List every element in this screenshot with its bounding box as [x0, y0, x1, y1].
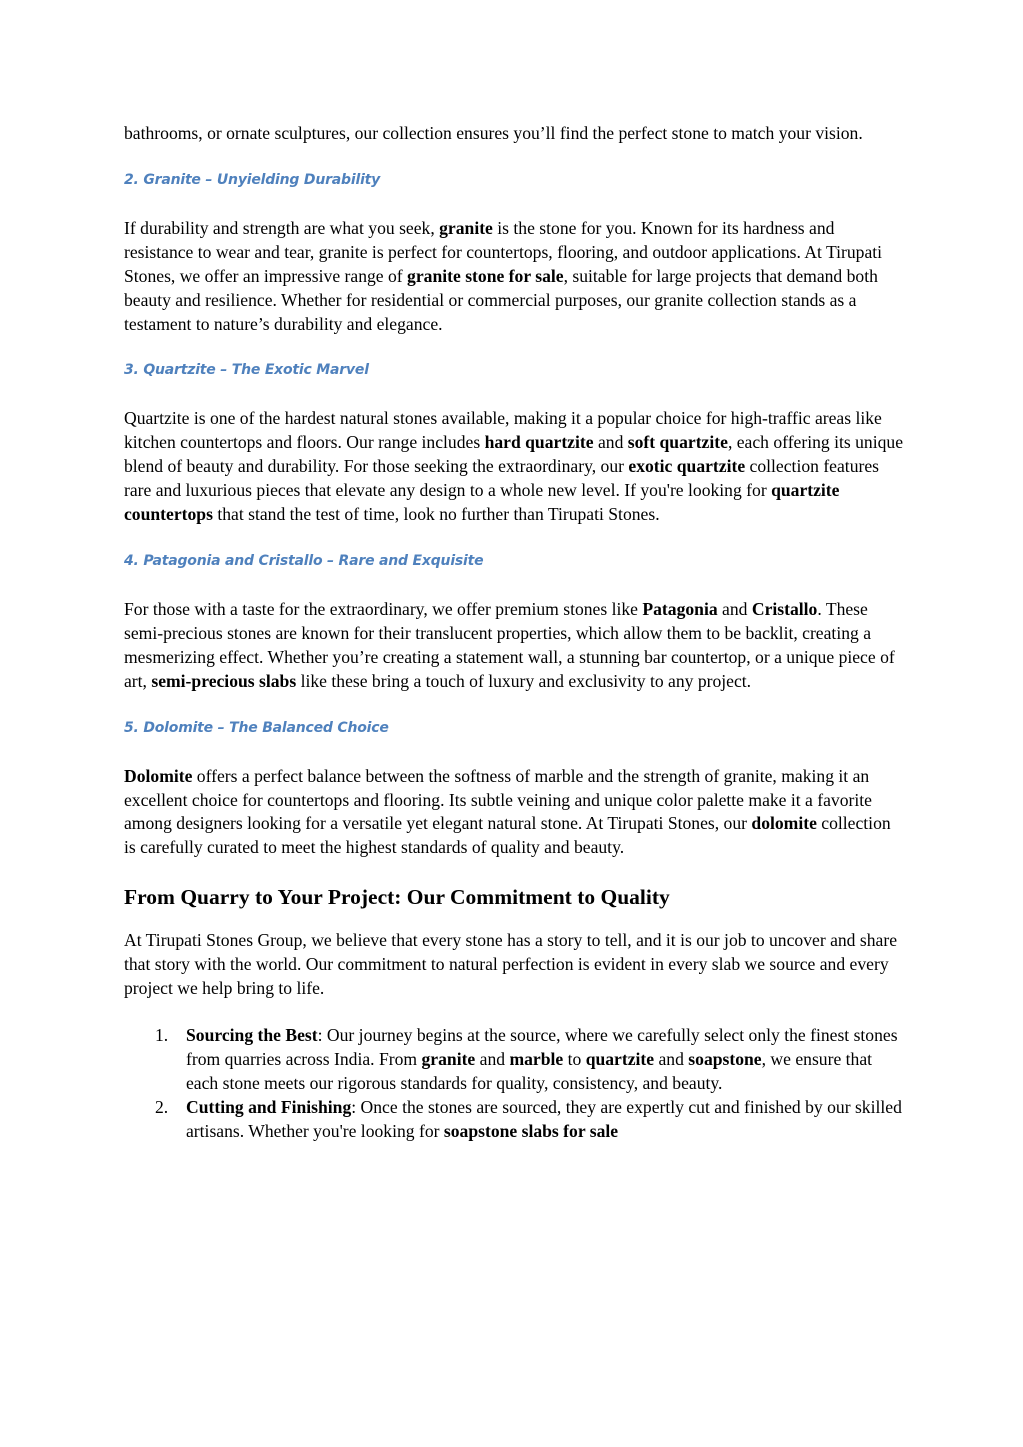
- section-heading-dolomite: 5. Dolomite – The Balanced Choice: [124, 719, 389, 736]
- text-run: . These semi-precious stones are known for their translucent properties, which allow them to be backlit, creating a mesmerizing effect. Whether you’re creating a statement wall, a stunning bar countertop, or a unique piece of art,: [124, 598, 895, 691]
- text-run: and: [717, 598, 752, 619]
- bold-term: hard quartzite: [484, 432, 594, 453]
- list-item: [124, 1024, 904, 1096]
- bold-term: semi-precious slabs: [151, 670, 297, 691]
- text-run: and: [593, 432, 628, 453]
- section-paragraph-granite: [124, 217, 904, 337]
- bold-term: Cristallo: [751, 598, 818, 619]
- text-run: , each offering its unique blend of beauty and durability. For those seeking the extraordinary, our: [124, 432, 904, 477]
- section-heading-quartzite: 3. Quartzite – The Exotic Marvel: [124, 362, 369, 379]
- text-run: and: [654, 1048, 689, 1069]
- text-run: collection is carefully curated to meet the highest standards of quality and beauty.: [124, 813, 891, 858]
- section-heading-granite: 2. Granite – Unyielding Durability: [124, 171, 381, 188]
- bold-term: Cutting and Finishing: [186, 1096, 352, 1117]
- commitment-steps-list: [124, 1024, 904, 1144]
- text-run: is the stone for you. Known for its hardness and resistance to wear and tear, granite is perfect for countertops, flooring, and outdoor applications. At Tirupati Stones, we offer an impressive range of: [124, 217, 883, 286]
- section-paragraph-quartzite: [124, 407, 904, 527]
- text-run: For those with a taste for the extraordinary, we offer premium stones like: [124, 598, 643, 619]
- bold-term: soft quartzite: [627, 432, 728, 453]
- text-run: to: [563, 1048, 586, 1069]
- commitment-heading: From Quarry to Your Project: Our Commitment to Quality: [124, 885, 670, 910]
- bold-term: Dolomite: [124, 765, 193, 786]
- section-paragraph-dolomite: [124, 765, 904, 861]
- commitment-intro: At Tirupati Stones Group, we believe that every stone has a story to tell, and it is our job to uncover and share that story with the world. Our commitment to natural perfection is evident in every slab we source and every project we help bring to life.: [124, 930, 897, 999]
- text-run: : Once the stones are sourced, they are expertly cut and finished by our skilled artisans. Whether you're looking for: [186, 1096, 902, 1141]
- text-run: and: [475, 1048, 510, 1069]
- bold-term: soapstone slabs for sale: [443, 1120, 619, 1141]
- bold-term: granite stone for sale: [407, 265, 564, 286]
- text-run: Quartzite is one of the hardest natural stones available, making it a popular choice for high-traffic areas like kitchen countertops and floors. Our range includes: [124, 408, 882, 453]
- document-body: [124, 122, 904, 1143]
- bold-term: Patagonia: [642, 598, 718, 619]
- bold-term: soapstone: [688, 1048, 762, 1069]
- bold-term: quartzite countertops: [124, 480, 840, 525]
- bold-term: dolomite: [751, 813, 817, 834]
- bold-term: granite: [439, 217, 493, 238]
- text-run: like these bring a touch of luxury and exclusivity to any project.: [296, 670, 752, 691]
- text-run: , we ensure that each stone meets our rigorous standards for quality, consistency, and beauty.: [186, 1048, 873, 1093]
- text-run: that stand the test of time, look no further than Tirupati Stones.: [212, 504, 660, 525]
- bold-term: Sourcing the Best: [186, 1024, 318, 1045]
- bold-term: exotic quartzite: [628, 456, 746, 477]
- text-run: offers a perfect balance between the softness of marble and the strength of granite, making it an excellent choice for countertops and flooring. Its subtle veining and unique color palette make it a favorite among designers looking for a versatile yet elegant natural stone. At Tirupati Stones, our: [124, 765, 872, 834]
- list-item: [124, 1096, 904, 1144]
- list-number: 2.: [155, 1096, 169, 1117]
- section-heading-patagonia-cristallo: 4. Patagonia and Cristallo – Rare and Exquisite: [124, 552, 484, 569]
- text-run: : Our journey begins at the source, where we carefully select only the finest stones from quarries across India. From: [186, 1024, 898, 1069]
- bold-term: quartzite: [585, 1048, 655, 1069]
- intro-paragraph-tail: bathrooms, or ornate sculptures, our collection ensures you’ll find the perfect stone to match your vision.: [124, 123, 863, 143]
- text-run: collection features rare and luxurious pieces that elevate any design to a whole new level. If you're looking for: [124, 456, 879, 501]
- text-run: , suitable for large projects that demand both beauty and resilience. Whether for residential or commercial purposes, our granite collection stands as a testament to nature’s durability and elegance.: [124, 265, 878, 334]
- text-run: If durability and strength are what you seek,: [124, 217, 440, 238]
- section-paragraph-patagonia-cristallo: [124, 598, 904, 694]
- bold-term: marble: [509, 1048, 564, 1069]
- list-number: 1.: [155, 1024, 169, 1045]
- bold-term: granite: [421, 1048, 476, 1069]
